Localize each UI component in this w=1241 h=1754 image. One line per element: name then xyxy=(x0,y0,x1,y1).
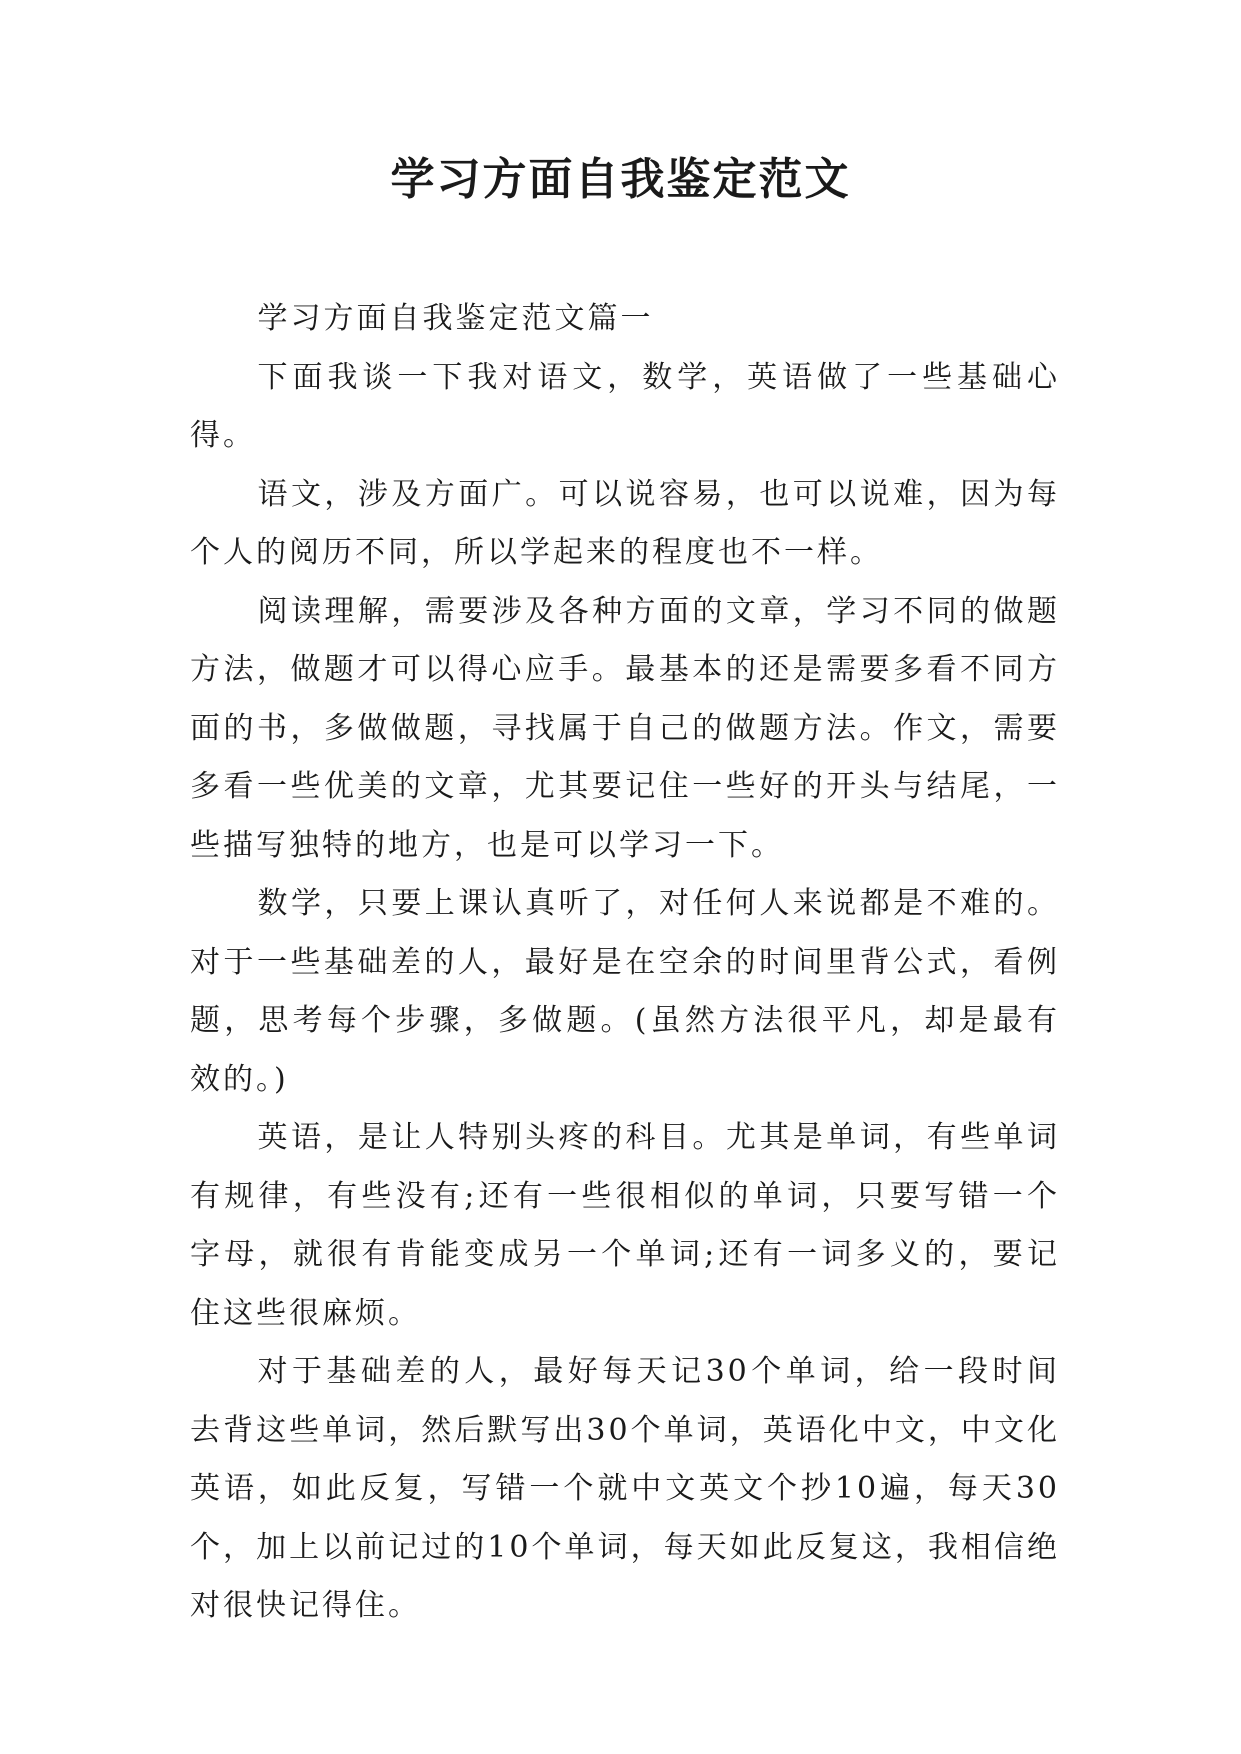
section-heading: 学习方面自我鉴定范文篇一 xyxy=(257,301,654,336)
paragraph-reading: 阅读理解，需要涉及各种方面的文章，学习不同的做题方法，做题才可以得心应手。最基本的还是需要多看不同方面的书，多做做题，寻找属于自己的做题方法。作文，需要多看一些优美的文章，尤其要记住一些好的开头与结尾，一些描写独特的地方，也是可以学习一下。 xyxy=(190,593,1060,863)
paragraph-math: 数学，只要上课认真听了，对任何人来说都是不难的。对于一些基础差的人，最好是在空余的时间里背公式，看例题，思考每个步骤，多做题。(虽然方法很平凡，却是最有效的。) xyxy=(190,886,1060,1097)
paragraph-chinese: 语文，涉及方面广。可以说容易，也可以说难，因为每个人的阅历不同，所以学起来的程度也不一样。 xyxy=(190,476,1060,570)
paragraph-english: 英语，是让人特别头疼的科目。尤其是单词，有些单词有规律，有些没有;还有一些很相似的单词，只要写错一个字母，就很有肯能变成另一个单词;还有一词多义的，要记住这些很麻烦。 xyxy=(190,1120,1060,1331)
paragraph-vocabulary: 对于基础差的人，最好每天记30个单词，给一段时间去背这些单词，然后默写出30个单词，英语化中文，中文化英语，如此反复，写错一个就中文英文个抄10遍，每天30个，加上以前记过的10个单词，每天如此反复这，我相信绝对很快记得住。 xyxy=(190,1354,1060,1623)
paragraph-intro: 下面我谈一下我对语文，数学，英语做了一些基础心得。 xyxy=(190,359,1060,453)
document-title: 学习方面自我鉴定范文 xyxy=(390,154,851,205)
document-body xyxy=(190,290,1060,1636)
